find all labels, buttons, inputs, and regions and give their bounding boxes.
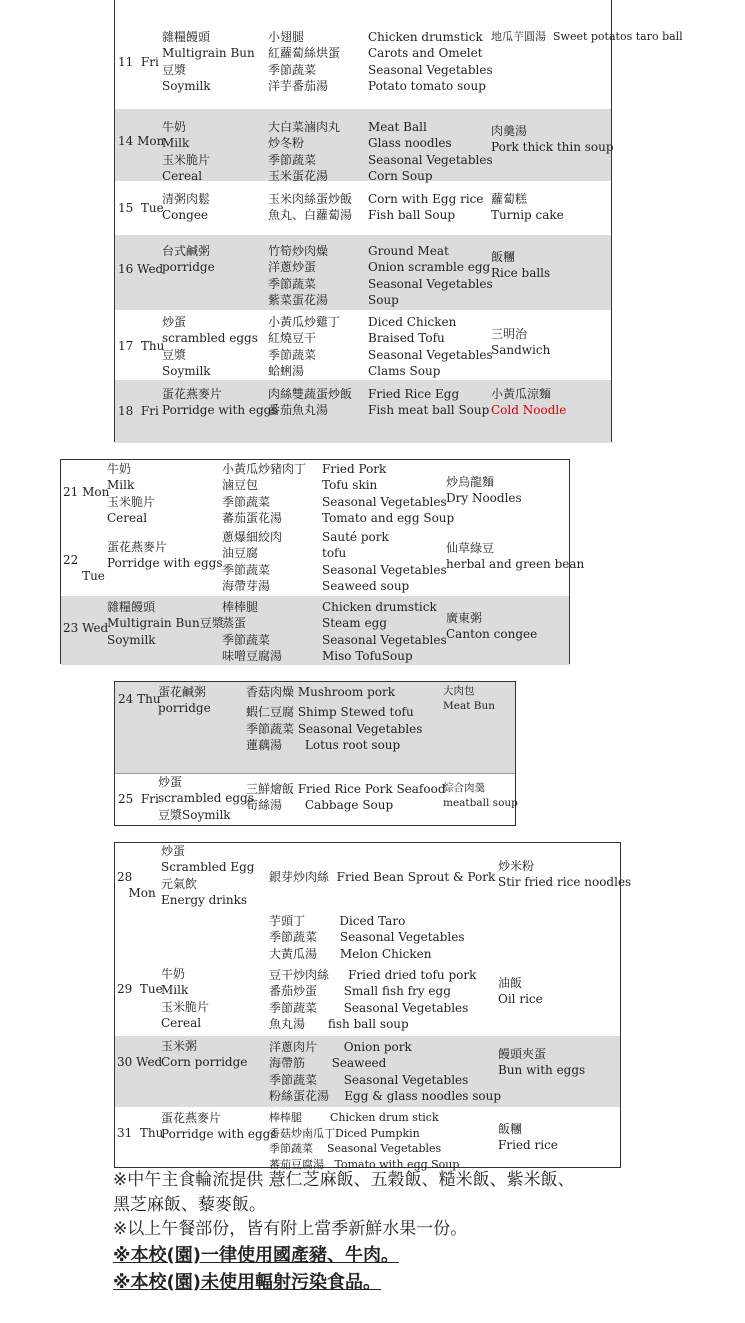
menu-row bbox=[115, 0, 683, 109]
menu-line: Seasonal Vegetables bbox=[368, 276, 493, 291]
menu-line: Cold Noodle bbox=[491, 403, 567, 418]
lunch-en-cell bbox=[368, 119, 493, 184]
menu-line: 蛋花燕麥片 bbox=[161, 1111, 222, 1125]
menu-line: Oil rice bbox=[498, 992, 543, 1007]
menu-line: 饅頭夾蛋 bbox=[498, 1047, 547, 1061]
breakfast-cell bbox=[162, 386, 278, 419]
menu-line: 大黃瓜湯 Melon Chicken bbox=[269, 946, 432, 961]
lunch-en-cell bbox=[368, 314, 493, 379]
lunch-en-cell bbox=[443, 781, 518, 810]
breakfast-cell bbox=[107, 461, 155, 526]
menu-line: Potato tomato soup bbox=[368, 78, 486, 93]
breakfast-cell bbox=[162, 314, 258, 379]
breakfast-cell bbox=[162, 191, 210, 224]
menu-line: 蕃茄蛋花湯 bbox=[222, 510, 283, 525]
menu-line: 季節蔬菜 Seasonal Vegetables bbox=[269, 930, 465, 945]
snack-cell bbox=[491, 29, 683, 45]
menu-line: Cereal bbox=[107, 510, 148, 525]
menu-line: scrambled eggs bbox=[158, 791, 254, 806]
menu-line: Seaweed soup bbox=[322, 578, 410, 593]
menu-row bbox=[115, 181, 611, 235]
menu-line: 雜糧饅頭 bbox=[162, 30, 211, 44]
menu-line: 棒棒腿 bbox=[222, 600, 259, 614]
day-label: 16 Wed bbox=[118, 262, 164, 276]
menu-line: Energy drinks bbox=[161, 892, 248, 907]
breakfast-cell bbox=[162, 29, 255, 94]
menu-line: 牛奶 bbox=[162, 120, 187, 134]
menu-line: tofu bbox=[322, 546, 347, 561]
menu-line: 炒蛋 bbox=[158, 775, 183, 789]
lunch-en-cell bbox=[368, 386, 489, 419]
menu-line: Seasonal Vegetables bbox=[322, 494, 447, 509]
menu-line: 季節蔬菜 bbox=[268, 276, 317, 291]
menu-line: Glass noodles bbox=[368, 136, 452, 151]
menu-line: 粉絲蛋花湯 Egg & glass noodles soup bbox=[269, 1088, 502, 1103]
menu-line: 番茄炒蛋 Small fish fry egg bbox=[269, 984, 451, 999]
menu-line: Steam egg bbox=[322, 616, 387, 631]
lunch-en-cell bbox=[368, 191, 484, 224]
lunch-zh-cell bbox=[246, 684, 422, 753]
menu-line: Fried Pork bbox=[322, 462, 387, 476]
menu-row bbox=[61, 528, 585, 596]
menu-line: 小黃瓜涼麵 bbox=[491, 387, 552, 401]
menu-line: Miso TofuSoup bbox=[322, 648, 413, 663]
menu-line: 玉米脆片 bbox=[161, 999, 210, 1014]
menu-line: Multigrain Bun bbox=[162, 46, 255, 61]
menu-line: 季節蔬菜 Seasonal Vegetables bbox=[269, 1000, 469, 1015]
menu-line: 玉米粥 bbox=[161, 1039, 198, 1053]
menu-line: Soymilk bbox=[162, 78, 211, 93]
menu-line: 玉米肉絲蛋炒飯 bbox=[268, 192, 353, 206]
menu-line: Pork thick thin soup bbox=[491, 140, 614, 155]
menu-line: Ground Meat bbox=[368, 244, 449, 258]
notes-section bbox=[113, 1168, 713, 1296]
menu-line: 竹筍炒肉燥 bbox=[268, 244, 329, 258]
menu-line: Chicken drumstick bbox=[322, 600, 437, 614]
breakfast-cell bbox=[158, 684, 211, 717]
menu-line: 季節蔬菜 bbox=[268, 347, 317, 362]
lunch-zh-cell bbox=[268, 243, 328, 308]
breakfast-cell bbox=[162, 243, 215, 276]
snack-cell bbox=[491, 249, 550, 282]
day-label: 11 Fri bbox=[118, 55, 159, 69]
note-fruit: ※以上午餐部份，皆有附上當季新鮮水果一份。 bbox=[113, 1219, 468, 1239]
note-domestic-meat: ※本校(園)一律使用國產豬、牛肉。 bbox=[113, 1244, 399, 1266]
menu-line: 季節蔬菜 Seasonal Vegetables bbox=[269, 1142, 442, 1155]
menu-row bbox=[115, 1036, 620, 1107]
menu-line: 銀芽炒肉絲 Fried Bean Sprout & Pork bbox=[269, 870, 496, 884]
lunch-en-cell bbox=[498, 975, 543, 1008]
note-staple: ※中午主食輪流提供 薏仁芝麻飯、五穀飯、糙米飯、紫米飯、 bbox=[113, 1170, 575, 1190]
breakfast-cell bbox=[161, 843, 254, 908]
menu-line: 炒冬粉 bbox=[268, 136, 305, 151]
menu-line: 筍絲湯 Cabbage Soup bbox=[246, 798, 394, 813]
menu-row bbox=[115, 235, 611, 310]
menu-line: 豆漿 bbox=[162, 62, 187, 77]
menu-line: 雜糧饅頭 bbox=[107, 600, 156, 614]
menu-row bbox=[115, 965, 620, 1036]
menu-line: 炒蛋 bbox=[162, 315, 187, 329]
menu-line: 味噌豆腐湯 bbox=[222, 648, 283, 663]
menu-line: 牛奶 bbox=[161, 967, 186, 981]
menu-line: Fried Rice Egg bbox=[368, 387, 460, 401]
menu-line: 小翅腿 bbox=[268, 30, 305, 44]
menu-line: 蛤蜊湯 bbox=[268, 363, 305, 378]
menu-line: 牛奶 bbox=[107, 462, 132, 476]
breakfast-cell bbox=[269, 913, 465, 962]
menu-line: Congee bbox=[162, 208, 209, 223]
menu-line: Meat Bun bbox=[443, 699, 496, 712]
menu-line: Diced Chicken bbox=[368, 315, 457, 329]
menu-line: 炒米粉 bbox=[498, 859, 535, 873]
menu-line: 季節蔬菜 bbox=[222, 562, 271, 577]
menu-line: 油飯 bbox=[498, 976, 523, 990]
lunch-en-cell bbox=[498, 1046, 585, 1079]
day-label: 29 Tue bbox=[117, 982, 163, 996]
lunch-zh-cell bbox=[246, 781, 446, 814]
snack-cell bbox=[491, 123, 614, 156]
menu-line: 海帶芽湯 bbox=[222, 578, 271, 593]
menu-line: herbal and green bean bbox=[446, 557, 585, 572]
menu-line: 魚丸湯 fish ball soup bbox=[269, 1016, 409, 1031]
lunch-zh-cell bbox=[222, 599, 282, 664]
menu-line: 海帶筋 Seaweed bbox=[269, 1056, 387, 1071]
menu-line: Tomato and egg Soup bbox=[322, 510, 455, 525]
menu-line: 季節蔬菜 Seasonal Vegetables bbox=[269, 1072, 469, 1087]
menu-row bbox=[115, 310, 611, 380]
breakfast-cell bbox=[107, 539, 223, 572]
menu-line: 小黃瓜炒豬肉丁 bbox=[222, 462, 307, 476]
menu-line: 蛋花燕麥片 bbox=[107, 540, 168, 554]
menu-row bbox=[115, 1107, 620, 1169]
menu-row bbox=[115, 380, 611, 443]
menu-line: 豆漿 bbox=[162, 347, 187, 362]
menu-line: 香菇炒南瓜丁Diced Pumpkin bbox=[269, 1126, 420, 1140]
lunch-zh-cell bbox=[268, 119, 340, 184]
menu-line: Corn with Egg rice bbox=[368, 192, 484, 206]
menu-line: 大白菜滷肉丸 bbox=[268, 120, 341, 134]
menu-line: 芋頭丁 Diced Taro bbox=[269, 914, 406, 928]
lunch-zh-cell bbox=[269, 1110, 459, 1172]
menu-line: 玉米脆片 bbox=[107, 494, 156, 509]
menu-line: 番茄魚丸湯 bbox=[268, 403, 329, 418]
lunch-zh-cell bbox=[268, 191, 352, 224]
menu-row bbox=[61, 460, 569, 528]
menu-line: Dry Noodles bbox=[446, 491, 522, 506]
day-label: 18 Fri bbox=[118, 404, 159, 418]
menu-line: Fish ball Soup bbox=[368, 208, 456, 223]
menu-line: 炒烏龍麵 bbox=[446, 475, 495, 489]
menu-line: Milk bbox=[162, 136, 190, 151]
menu-line: 季節蔬菜 bbox=[222, 632, 271, 647]
menu-line: Multigrain Bun豆漿 bbox=[107, 616, 224, 631]
menu-line: 三鮮燴飯 Fried Rice Pork Seafood bbox=[246, 782, 446, 796]
menu-line: 炒蛋 bbox=[161, 844, 186, 858]
menu-line: Cereal bbox=[161, 1015, 202, 1030]
menu-row bbox=[115, 682, 515, 773]
breakfast-cell bbox=[158, 774, 254, 823]
day-label: 15 Tue bbox=[118, 201, 164, 215]
snack-cell bbox=[446, 610, 537, 643]
lunch-en-cell bbox=[498, 1121, 558, 1154]
menu-line: 蛋花燕麥片 bbox=[162, 387, 223, 401]
menu-line: Fish meat ball Soup bbox=[368, 403, 490, 418]
lunch-en-cell bbox=[368, 29, 493, 94]
menu-line: Braised Tofu bbox=[368, 331, 445, 346]
menu-row bbox=[115, 909, 620, 965]
menu-line: 季節蔬菜 Seasonal Vegetables bbox=[246, 721, 423, 736]
menu-line: Porridge with eggs bbox=[161, 1127, 277, 1142]
menu-line: 肉絲雙蔬蛋炒飯 bbox=[268, 387, 353, 401]
menu-line: 清粥肉鬆 bbox=[162, 192, 211, 206]
menu-line: 洋蔥肉片 Onion pork bbox=[269, 1040, 412, 1054]
menu-line: Corn Soup bbox=[368, 168, 433, 183]
day-label: 17 Thu bbox=[118, 339, 165, 353]
menu-table-4 bbox=[114, 842, 632, 1171]
menu-line: Seasonal Vegetables bbox=[322, 562, 447, 577]
menu-table-1 bbox=[114, 0, 683, 442]
menu-line: 玉米脆片 bbox=[162, 152, 211, 167]
menu-line: Corn porridge bbox=[161, 1055, 248, 1070]
day-label: 22 Tue bbox=[63, 553, 105, 584]
lunch-zh-cell bbox=[269, 869, 495, 885]
menu-line: scrambled eggs bbox=[162, 331, 258, 346]
snack-cell bbox=[446, 540, 584, 573]
menu-line: 季節蔬菜 bbox=[268, 152, 317, 167]
menu-row bbox=[115, 109, 614, 183]
menu-line: 紅燒豆干 bbox=[268, 331, 317, 346]
lunch-en-cell bbox=[322, 461, 454, 526]
menu-line: 飯糰 bbox=[491, 250, 516, 264]
menu-line: Carots and Omelet bbox=[368, 46, 483, 61]
lunch-zh-cell bbox=[269, 967, 476, 1032]
menu-line: Milk bbox=[107, 478, 135, 493]
menu-line: 綜合肉羹 bbox=[443, 782, 485, 794]
menu-line: 蘿蔔糕 bbox=[491, 192, 528, 206]
menu-line: 香菇肉燥 Mushroom pork bbox=[246, 685, 396, 699]
menu-line: Milk bbox=[161, 983, 189, 998]
lunch-zh-cell bbox=[222, 461, 306, 526]
menu-line: 季節蔬菜 bbox=[222, 494, 271, 509]
day-label: 30 Wed bbox=[117, 1055, 163, 1069]
lunch-en-cell bbox=[368, 243, 493, 308]
menu-line: Onion scramble egg bbox=[368, 260, 491, 275]
menu-line: Fried rice bbox=[498, 1138, 558, 1153]
menu-line: 大肉包 bbox=[443, 685, 475, 697]
menu-line: 紅蘿蔔絲烘蛋 bbox=[268, 46, 341, 61]
menu-line: Canton congee bbox=[446, 627, 538, 642]
menu-line: Soup bbox=[368, 292, 399, 307]
menu-line: Seasonal Vegetables bbox=[368, 347, 493, 362]
menu-table-2 bbox=[60, 459, 585, 664]
breakfast-cell bbox=[161, 1038, 247, 1071]
menu-line: Meat Ball bbox=[368, 120, 427, 134]
menu-line: 蛋花鹹粥 bbox=[158, 685, 207, 699]
menu-line: 廣東粥 bbox=[446, 611, 483, 625]
day-label: 23 Wed bbox=[63, 621, 109, 635]
note-staple-cont: 黑芝麻飯、藜麥飯。 bbox=[113, 1194, 266, 1215]
menu-line: Cereal bbox=[162, 168, 203, 183]
lunch-en-cell bbox=[322, 599, 447, 664]
menu-line: Stir fried rice noodles bbox=[498, 875, 632, 890]
menu-line: 蒸蛋 bbox=[222, 616, 247, 631]
menu-line: Sandwich bbox=[491, 343, 551, 358]
menu-line: Chicken drumstick bbox=[368, 30, 483, 44]
menu-line: 豆干炒肉絲 Fried dried tofu pork bbox=[269, 968, 477, 982]
snack-cell bbox=[446, 474, 522, 507]
menu-line: 仙草綠豆 bbox=[446, 541, 495, 555]
lunch-en-cell bbox=[498, 858, 631, 891]
menu-line: Bun with eggs bbox=[498, 1063, 586, 1078]
breakfast-cell bbox=[161, 966, 209, 1031]
menu-line: 玉米蛋花湯 bbox=[268, 168, 329, 183]
lunch-en-cell bbox=[322, 529, 447, 594]
menu-line: Clams Soup bbox=[368, 363, 441, 378]
lunch-zh-cell bbox=[222, 529, 282, 594]
menu-line: meatball soup bbox=[443, 796, 518, 809]
snack-cell bbox=[491, 386, 566, 419]
lunch-zh-cell bbox=[269, 1039, 501, 1104]
snack-cell bbox=[491, 326, 550, 359]
menu-line: 元氣飲 bbox=[161, 876, 198, 891]
menu-line: 肉羹湯 bbox=[491, 124, 528, 138]
breakfast-cell bbox=[162, 119, 210, 184]
menu-line: 季節蔬菜 bbox=[268, 62, 317, 77]
menu-row bbox=[115, 773, 518, 827]
day-label: 25 Fri bbox=[118, 792, 159, 806]
breakfast-cell bbox=[161, 1110, 277, 1143]
menu-line: 洋蔥炒蛋 bbox=[268, 260, 317, 275]
menu-line: Seasonal Vegetables bbox=[322, 632, 447, 647]
menu-row bbox=[115, 843, 632, 909]
menu-line: Rice balls bbox=[491, 266, 551, 281]
lunch-zh-cell bbox=[268, 29, 340, 94]
menu-line: 洋芋番茄湯 bbox=[268, 78, 329, 93]
menu-line: Seasonal Vegetables bbox=[368, 152, 493, 167]
snack-cell bbox=[491, 191, 564, 224]
menu-line: 蓮藕湯 Lotus root soup bbox=[246, 737, 401, 752]
day-label: 31 Thu bbox=[117, 1126, 164, 1140]
menu-line: Scrambled Egg bbox=[161, 860, 255, 875]
menu-line: 台式鹹粥 bbox=[162, 244, 211, 258]
menu-row bbox=[61, 596, 569, 665]
menu-line: 豆漿Soymilk bbox=[158, 807, 231, 822]
menu-line: 紫菜蛋花湯 bbox=[268, 292, 329, 307]
menu-line: Turnip cake bbox=[491, 208, 564, 223]
menu-line: Porridge with eggs bbox=[162, 403, 278, 418]
day-label: 24 Thu bbox=[118, 692, 161, 706]
menu-line: Soymilk bbox=[107, 632, 156, 647]
menu-line: Porridge with eggs bbox=[107, 556, 223, 571]
menu-line: 魚丸、白蘿蔔湯 bbox=[268, 208, 353, 223]
day-label: 28 Mon bbox=[117, 870, 156, 901]
menu-line: 蔥爆細絞肉 bbox=[222, 530, 283, 544]
menu-line: 滷豆包 bbox=[222, 478, 259, 493]
menu-line: 油豆腐 bbox=[222, 546, 259, 561]
menu-line: Seasonal Vegetables bbox=[368, 62, 493, 77]
menu-line: 棒棒腿 Chicken drum stick bbox=[269, 1111, 439, 1124]
menu-line: 飯糰 bbox=[498, 1122, 523, 1136]
menu-line: 三明治 bbox=[491, 327, 528, 341]
menu-line: Tofu skin bbox=[322, 478, 378, 493]
day-label: 14 Mon bbox=[118, 134, 165, 148]
day-label: 21 Mon bbox=[63, 485, 110, 499]
menu-line: Soymilk bbox=[162, 363, 211, 378]
breakfast-cell bbox=[107, 599, 224, 648]
lunch-zh-cell bbox=[268, 386, 352, 419]
menu-line: 小黃瓜炒雞丁 bbox=[268, 315, 341, 329]
lunch-zh-cell bbox=[268, 314, 340, 379]
menu-line: 蝦仁豆腐 Shimp Stewed tofu bbox=[246, 705, 414, 720]
menu-line: 地瓜芋圓湯 Sweet potatos taro ball bbox=[491, 30, 683, 43]
menu-table-3 bbox=[114, 681, 516, 826]
menu-line: 蕃茄豆腐湯 Tomato with egg Soup bbox=[269, 1157, 460, 1171]
menu-line: porridge bbox=[158, 701, 211, 716]
note-no-radiation: ※本校(園)未使用輻射污染食品。 bbox=[113, 1271, 381, 1293]
menu-line: Sauté pork bbox=[322, 530, 389, 544]
lunch-en-cell bbox=[443, 684, 495, 713]
menu-line: porridge bbox=[162, 260, 215, 275]
